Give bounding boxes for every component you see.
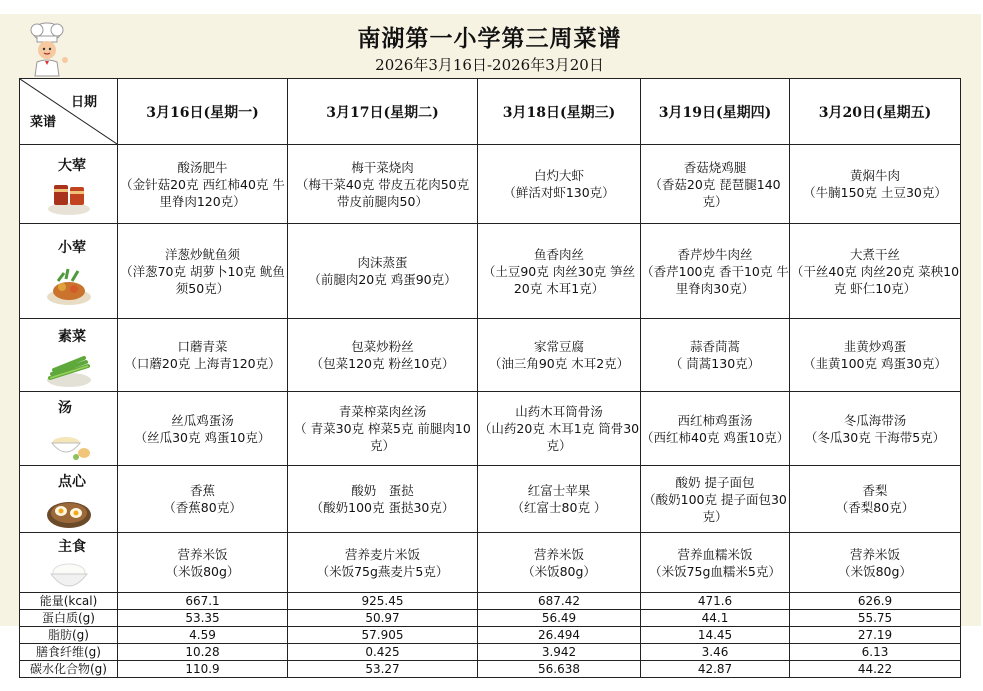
dish-ingredients: （韭黄100克 鸡蛋30克） [803, 356, 947, 371]
category-row-main-meat [20, 145, 961, 224]
nutrition-value: 6.13 [790, 644, 961, 661]
menu-title: 南湖第一小学第三周菜谱 [357, 25, 622, 52]
day-header-row [20, 79, 961, 145]
category-row-staple [20, 533, 961, 593]
dish-name: 蒜香茼蒿 [689, 339, 740, 354]
dish-ingredients: （ 青菜30克 榨菜5克 前腿肉10克） [294, 421, 471, 453]
dish-name: 口蘑青菜 [177, 339, 228, 354]
dish-name: 营养血糯米饭 [677, 546, 753, 562]
dish-ingredients: （山药20克 木耳1克 筒骨30克） [478, 421, 640, 453]
nutrition-value: 10.28 [118, 644, 288, 661]
dish-cell [790, 224, 961, 319]
nutrition-value: 471.6 [641, 593, 790, 610]
dish-cell [478, 533, 641, 593]
nutrition-row-protein [20, 610, 961, 627]
dish-name: 酸奶 提子面包 [675, 474, 755, 490]
dish-name: 营养米饭 [849, 546, 900, 562]
nutrition-value: 110.9 [118, 661, 288, 678]
dish-cell [118, 145, 288, 224]
dish-cell [118, 533, 288, 593]
dish-ingredients: （米饭80g） [522, 563, 596, 579]
corner-dish-label: 菜谱 [30, 115, 57, 130]
dish-name: 丝瓜鸡蛋汤 [171, 412, 234, 428]
dish-name: 鱼香肉丝 [533, 246, 584, 262]
dish-cell [790, 145, 961, 224]
dish-name: 营养米饭 [533, 546, 584, 562]
dish-ingredients: （牛腩150克 土豆30克） [803, 185, 947, 200]
dish-name: 洋葱炒鱿鱼须 [164, 246, 240, 262]
dish-cell [790, 533, 961, 593]
category-label: 点心 [58, 473, 86, 490]
dish-ingredients: （香梨80克） [835, 500, 915, 515]
nutrition-label: 蛋白质(g) [20, 610, 118, 627]
greens-icon [44, 348, 94, 388]
dish-ingredients: （前腿肉20克 鸡蛋90克） [308, 272, 457, 287]
dish-cell [478, 392, 641, 466]
dish-cell [288, 319, 478, 392]
dish-ingredients: （西红柿40克 鸡蛋10克） [641, 429, 790, 445]
nutrition-value: 53.35 [118, 610, 288, 627]
category-cell [20, 392, 118, 466]
category-cell [20, 224, 118, 319]
dish-name: 大煮干丝 [849, 246, 900, 262]
nutrition-value: 3.46 [641, 644, 790, 661]
category-cell [20, 319, 118, 392]
dish-cell [478, 145, 641, 224]
nutrition-value: 57.905 [288, 627, 478, 644]
category-label: 主食 [58, 539, 86, 555]
nutrition-value: 50.97 [288, 610, 478, 627]
dish-ingredients: （土豆90克 肉丝30克 笋丝20克 木耳1克） [482, 263, 636, 296]
dish-cell [478, 319, 641, 392]
stir-fry-plate-icon [44, 259, 94, 309]
nutrition-value: 4.59 [118, 627, 288, 644]
dish-name: 香梨 [862, 483, 888, 498]
dish-cell [790, 319, 961, 392]
date-range: 2026年3月16日-2026年3月20日 [375, 56, 604, 74]
dish-cell [288, 224, 478, 319]
category-label: 大荤 [58, 157, 86, 174]
dish-name: 红富士苹果 [527, 483, 591, 498]
corner-cell [20, 79, 118, 145]
dish-cell [641, 319, 790, 392]
day-header: 3月19日(星期四) [641, 79, 790, 145]
nutrition-value: 44.1 [641, 610, 790, 627]
rice-bowl-icon [47, 558, 91, 592]
dish-name: 西红柿鸡蛋汤 [677, 412, 753, 428]
dish-name: 营养米饭 [177, 546, 228, 562]
corner-date-label: 日期 [70, 95, 97, 110]
day-header: 3月16日(星期一) [118, 79, 288, 145]
weekly-menu-table [19, 78, 961, 678]
dish-name: 肉沫蒸蛋 [357, 255, 408, 270]
dish-ingredients: （金针菇20克 西红柿40克 牛里脊肉120克） [120, 176, 285, 209]
nutrition-value: 3.942 [478, 644, 641, 661]
dish-name: 白灼大虾 [533, 168, 584, 183]
dish-name: 韭黄炒鸡蛋 [843, 339, 907, 354]
nutrition-label: 脂肪(g) [20, 627, 118, 644]
dish-ingredients: （包菜120克 粉丝10克） [310, 356, 455, 371]
dish-ingredients: （丝瓜30克 鸡蛋10克） [134, 429, 271, 445]
nutrition-value: 56.49 [478, 610, 641, 627]
nutrition-row-energy [20, 593, 961, 610]
dish-cell [641, 145, 790, 224]
dish-cell [118, 466, 288, 533]
category-row-vegetable [20, 319, 961, 392]
dish-ingredients: （梅干菜40克 带皮五花肉50克 带皮前腿肉50） [295, 176, 470, 209]
category-label: 小荤 [58, 239, 86, 256]
dish-cell [790, 466, 961, 533]
nutrition-value: 56.638 [478, 661, 641, 678]
dish-ingredients: （米饭80g） [165, 563, 240, 579]
dish-cell [641, 392, 790, 466]
dish-ingredients: （米饭75g血糯米5克） [649, 563, 781, 579]
dish-ingredients: （油三角90克 木耳2克） [488, 356, 630, 371]
nutrition-label: 膳食纤维(g) [20, 644, 118, 661]
dish-name: 冬瓜海带汤 [843, 412, 907, 428]
dish-ingredients: （米饭75g燕麦片5克） [316, 563, 449, 579]
dish-cell [288, 466, 478, 533]
nutrition-value: 14.45 [641, 627, 790, 644]
category-row-soup [20, 392, 961, 466]
dish-name: 香菇烧鸡腿 [683, 159, 747, 175]
dish-ingredients: （香芹100克 香干10克 牛里脊肉30克） [641, 263, 789, 296]
dish-name: 香蕉 [189, 483, 215, 498]
dish-ingredients: （冬瓜30克 干海带5克） [804, 429, 946, 445]
day-header: 3月18日(星期三) [478, 79, 641, 145]
dish-ingredients: （香蕉80克） [163, 500, 242, 515]
dish-cell [478, 466, 641, 533]
dish-ingredients: （红富士80克 ） [511, 500, 607, 515]
dish-name: 家常豆腐 [533, 339, 584, 354]
nutrition-label: 能量(kcal) [20, 593, 118, 610]
dish-name: 酸奶 蛋挞 [351, 483, 414, 498]
dish-name: 香芹炒牛肉丝 [677, 246, 753, 262]
nutrition-value: 27.19 [790, 627, 961, 644]
dish-ingredients: （酸奶100克 提子面包30克） [643, 491, 787, 524]
dish-cell [478, 224, 641, 319]
nutrition-row-fiber [20, 644, 961, 661]
nutrition-row-fat [20, 627, 961, 644]
category-cell [20, 533, 118, 593]
category-cell [20, 145, 118, 224]
dish-ingredients: （口蘑20克 上海青120克） [124, 356, 281, 371]
category-label: 素菜 [58, 328, 86, 345]
dish-cell [641, 466, 790, 533]
dish-name: 梅干菜烧肉 [351, 159, 414, 175]
dish-cell [288, 533, 478, 593]
nutrition-row-carbohydrate [20, 661, 961, 678]
category-row-snack [20, 466, 961, 533]
egg-plate-icon [45, 493, 93, 531]
dish-name: 黄焖牛肉 [849, 168, 900, 183]
dish-ingredients: （酸奶100克 蛋挞30克） [310, 500, 455, 515]
menu-header [19, 14, 960, 78]
dish-name: 包菜炒粉丝 [351, 339, 414, 354]
nutrition-label: 碳水化合物(g) [20, 661, 118, 678]
day-header: 3月17日(星期二) [288, 79, 478, 145]
braised-pork-icon [46, 177, 92, 217]
nutrition-value: 667.1 [118, 593, 288, 610]
dish-ingredients: （香菇20克 琵琶腿140克） [649, 176, 781, 209]
soup-bowl-icon [46, 419, 92, 463]
nutrition-value: 55.75 [790, 610, 961, 627]
nutrition-value: 925.45 [288, 593, 478, 610]
dish-cell [118, 392, 288, 466]
dish-ingredients: （鲜活对虾130克） [503, 185, 615, 200]
category-cell [20, 466, 118, 533]
nutrition-value: 53.27 [288, 661, 478, 678]
dish-ingredients: （ 茼蒿130克） [669, 356, 761, 371]
nutrition-value: 687.42 [478, 593, 641, 610]
dish-name: 营养麦片米饭 [344, 546, 420, 562]
dish-cell [641, 533, 790, 593]
nutrition-value: 626.9 [790, 593, 961, 610]
category-label: 汤 [58, 400, 72, 416]
dish-ingredients: （米饭80g） [838, 563, 912, 579]
dish-cell [118, 319, 288, 392]
nutrition-value: 44.22 [790, 661, 961, 678]
dish-name: 山药木耳筒骨汤 [515, 404, 603, 419]
nutrition-value: 42.87 [641, 661, 790, 678]
dish-name: 酸汤肥牛 [177, 159, 228, 175]
dish-cell [790, 392, 961, 466]
dish-cell [288, 392, 478, 466]
dish-cell [641, 224, 790, 319]
dish-cell [118, 224, 288, 319]
dish-ingredients: （洋葱70克 胡萝卜10克 鱿鱼须50克） [120, 263, 285, 296]
dish-ingredients: （干丝40克 肉丝20克 菜秧10克 虾仁10克） [790, 263, 960, 296]
category-row-side-meat [20, 224, 961, 319]
nutrition-value: 26.494 [478, 627, 641, 644]
dish-name: 青菜榨菜肉丝汤 [338, 404, 427, 419]
day-header: 3月20日(星期五) [790, 79, 961, 145]
dish-cell [288, 145, 478, 224]
nutrition-value: 0.425 [288, 644, 478, 661]
